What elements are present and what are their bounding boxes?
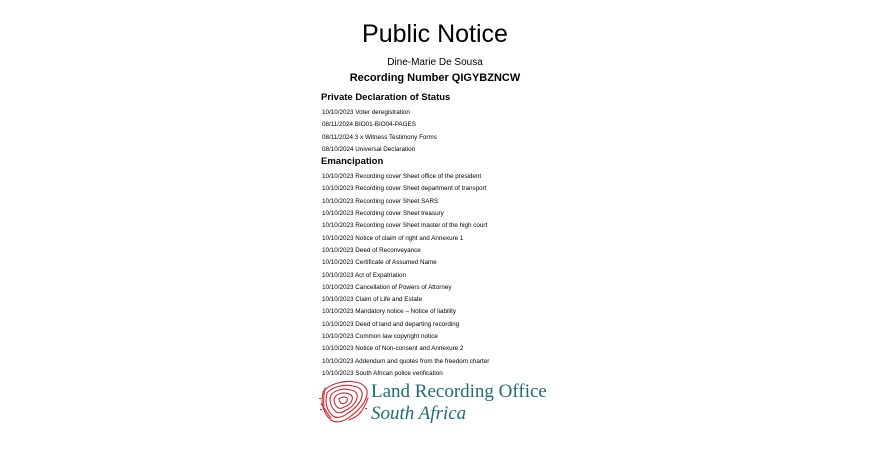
- list-item: 10/10/2023 Voter deregistration: [322, 109, 410, 116]
- list-item: 10/10/2023 Mandatory notice – Notice of liability: [322, 308, 457, 316]
- list-item: 10/10/2023 Deed of land and departing recording: [322, 320, 460, 328]
- list-item: 10/10/2023 Certificate of Assumed Name: [322, 259, 437, 267]
- list-item: 10/10/2023 Recording cover Sheet SARS: [322, 197, 439, 205]
- private-declaration-list: [321, 107, 741, 156]
- list-item: 10/10/2023 Notice of Non-consent and Annexure 2: [322, 345, 464, 353]
- list-item: 10/10/2023 Notice of claim of right and Annexure 1: [322, 234, 464, 242]
- list-item: 10/10/2023 Claim of Life and Estate: [322, 296, 423, 304]
- land-recording-office-logo: [319, 378, 559, 426]
- list-item: 10/10/2023 Act of Expatriation: [322, 271, 407, 279]
- logo-subtitle: South Africa: [371, 403, 467, 424]
- person-name: Dine-Marie De Sousa: [387, 57, 483, 68]
- list-item: 10/10/2023 Common law copyright notice: [322, 333, 438, 341]
- emancipation-list: [321, 171, 741, 380]
- list-item: 10/10/2023 Addendum and quotes from the freedom charter: [322, 357, 490, 365]
- section-heading-private-declaration: Private Declaration of Status: [321, 92, 451, 103]
- list-item: 08/10/2024 Universal Declaration: [322, 145, 416, 153]
- list-item: 10/10/2023 South African police verification: [322, 369, 443, 377]
- south-africa-map-fingerprint-icon: [319, 378, 371, 426]
- recording-number: Recording Number QIGYBZNCW: [349, 72, 521, 84]
- list-item: 10/10/2023 Recording cover Sheet office of the president: [322, 173, 482, 181]
- logo-title: Land Recording Office: [371, 381, 547, 402]
- list-item: 10/10/2023 Cancellation of Powers of Attorney: [322, 283, 452, 291]
- list-item: 10/10/2023 Recording cover Sheet master of the high court: [322, 222, 488, 230]
- list-item: 10/10/2023 Deed of Reconveyance: [322, 246, 421, 254]
- list-item: 08/11/2024 3 x Witness Testimony Forms: [322, 133, 437, 141]
- list-item: 10/10/2023 Recording cover Sheet department of transport: [322, 185, 487, 193]
- document-content: [321, 92, 741, 380]
- section-heading-emancipation: Emancipation: [321, 156, 384, 168]
- page-title: Public Notice: [362, 20, 508, 48]
- list-item: 08/11/2024 BIO01-BIO04-PAGES: [322, 121, 416, 129]
- list-item: 10/10/2023 Recording cover Sheet treasury: [322, 210, 444, 218]
